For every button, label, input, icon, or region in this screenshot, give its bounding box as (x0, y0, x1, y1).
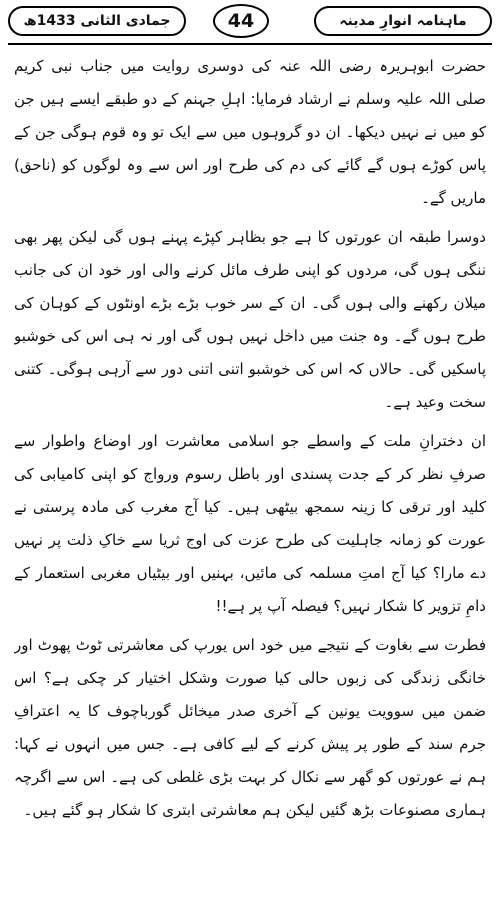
magazine-title: ماہنامہ انوارِ مدینہ (314, 6, 492, 36)
paragraph-gorbachev-quote: فطرت سے بغاوت کے نتیجے میں خود اس یورپ کی معاشرتی ٹوٹ پھوٹ اور خانگی زندگی کی زبوں حالی کیا صورت وشکل اختیار کر چکی ہے؟ اس ضمن میں سوویت یونین کے آخری صدر میخائل گورباچوف کا یہ اعترافِ جرم سند کے طور پر پیش کرنے کے لیے کافی ہے۔ جس میں انہوں نے کہا: ہم نے عورتوں کو گھر سے نکال کر بہت بڑی غلطی کی ہے۔ اس سے اگرچہ ہماری مصنوعات بڑھ گئیں لیکن ہم معاشرتی ابتری کا شکار ہو گئے ہیں۔ (14, 636, 486, 819)
article-body (14, 50, 486, 908)
page-header (0, 0, 500, 46)
paragraph-hadith: حضرت ابوہریرہ رضی اللہ عنہ کی دوسری روایت میں جناب نبی کریم صلی اللہ علیہ وسلم نے ارشاد فرمایا: اہلِ جہنم کے دو طبقے ایسے ہیں جن کو میں نے نہیں دیکھا۔ ان دو گروہوں میں سے ایک تو وہ قوم ہوگی جن کے پاس کوڑے ہوں گے گائے کی دم کی طرح اور اس سے وہ لوگوں کو (ناحق) ماریں گے۔ (14, 57, 486, 207)
issue-date: جمادی الثانی 1433ھ (8, 6, 186, 36)
paragraph-second-group: دوسرا طبقہ ان عورتوں کا ہے جو بظاہر کپڑے پہنے ہوں گی لیکن پھر بھی ننگی ہوں گی، مردوں کو اپنی طرف مائل کرنے والی اور خود ان کی جانب میلان رکھنے والی ہوں گی۔ ان کے سر خوب بڑے بڑے اونٹوں کے کوہان کی طرح ہوں گے۔ وہ جنت میں داخل نہیں ہوں گی اور نہ ہی اس کی خوشبو پاسکیں گی۔ حالاں کہ اس کی خوشبو اتنی اتنی دور سے آرہی ہوگی۔ کتنی سخت وعید ہے۔ (14, 228, 486, 411)
paragraph-daughters-of-nation: ان دخترانِ ملت کے واسطے جو اسلامی معاشرت اور اوضاع واطوار سے صرفِ نظر کر کے جدت پسندی اور باطل رسوم ورواج کو اپنی کامیابی کی کلید اور ترقی کا زینہ سمجھ بیٹھی ہیں۔ کیا آج مغرب کی مادہ پرستی نے عورت کو زمانہ جاہلیت کی طرح عزت کی اوج ثریا سے خاکِ ذلت پر نہیں دے مارا؟ کیا آج امتِ مسلمہ کی مائیں، بہنیں اور بیٹیاں مغربی استعمار کے دامِ تزویر کا شکار نہیں؟ فیصلہ آپ پر ہے!! (14, 432, 486, 615)
page-number: 44 (213, 4, 269, 38)
header-divider (8, 43, 492, 45)
